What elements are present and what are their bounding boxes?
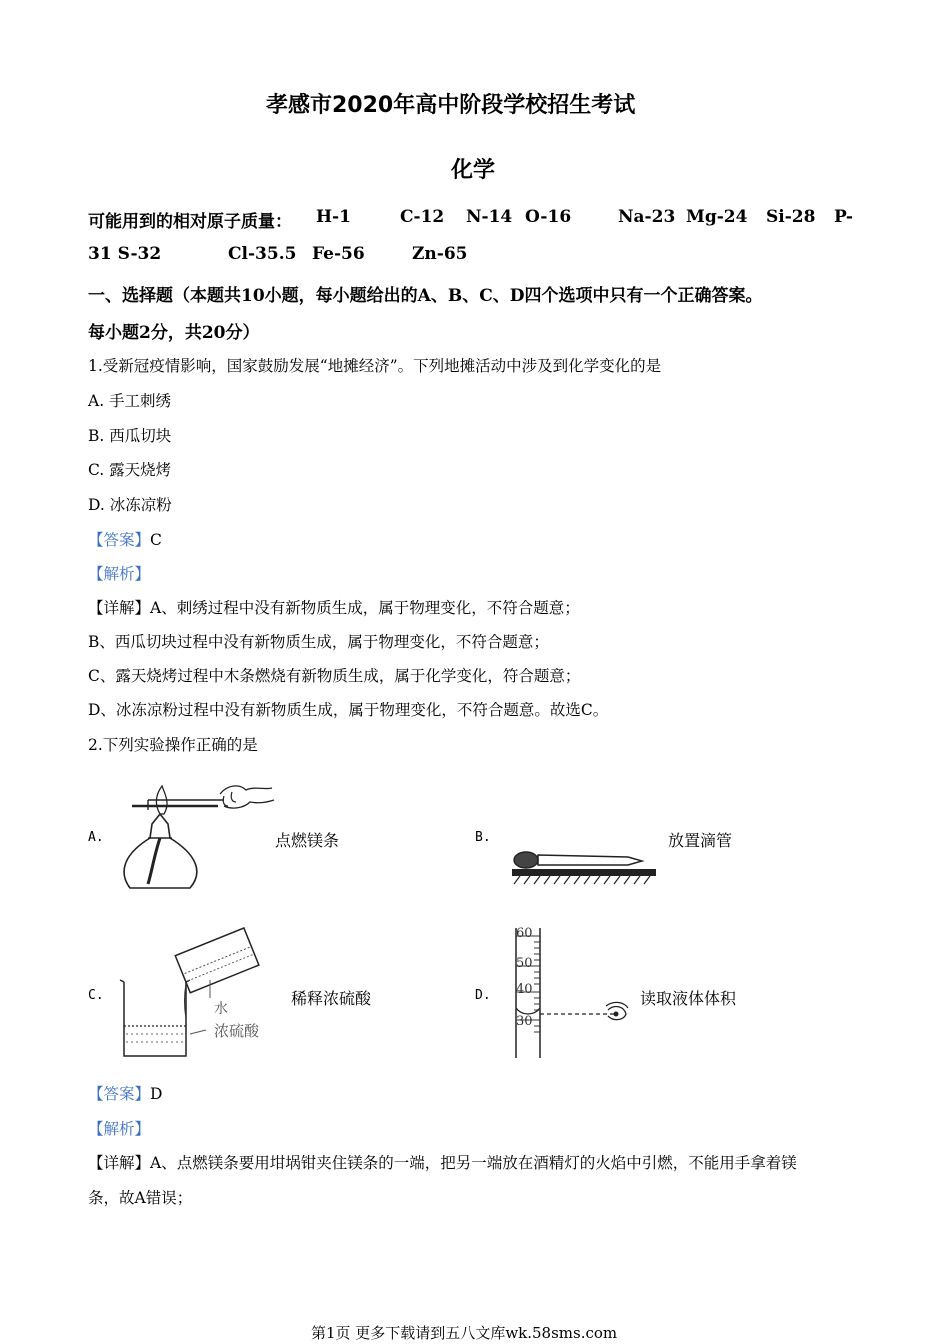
q1-detail-4: D、冰冻凉粉过程中没有新物质生成，属于物理变化，不符合题意。故选C。 bbox=[88, 701, 609, 719]
cylinder-tick-50: 50 bbox=[516, 956, 533, 971]
q2-detail-2: 条，故A错误； bbox=[88, 1189, 193, 1207]
mass-cl: Cl-35.5 bbox=[228, 244, 297, 264]
q2-option-b-caption: 放置滴管 bbox=[668, 831, 733, 850]
cylinder-tick-60: 60 bbox=[516, 926, 533, 941]
atomic-mass-label: 可能用到的相对原子质量： bbox=[88, 212, 292, 232]
q2-option-d-letter: D. bbox=[475, 988, 491, 1003]
q2-option-c-caption: 稀释浓硫酸 bbox=[291, 989, 372, 1008]
q1-option-c: C. 露天烧烤 bbox=[88, 461, 172, 479]
q2-stem: 2.下列实验操作正确的是 bbox=[88, 736, 258, 754]
q2-analysis-tag: 【解析】 bbox=[88, 1120, 151, 1138]
q2-answer-line bbox=[88, 1082, 162, 1104]
q1-detail-1: 【详解】A、刺绣过程中没有新物质生成，属于物理变化，不符合题意； bbox=[88, 599, 580, 617]
mass-h: H-1 bbox=[316, 207, 351, 227]
section-heading-line2: 每小题2分，共20分） bbox=[88, 323, 260, 343]
q2-option-d-caption: 读取液体体积 bbox=[640, 989, 737, 1008]
cylinder-tick-40: 40 bbox=[516, 982, 533, 997]
mass-n: N-14 bbox=[466, 207, 513, 227]
q1-detail-2: B、西瓜切块过程中没有新物质生成，属于物理变化，不符合题意； bbox=[88, 633, 549, 651]
cylinder-tick-30: 30 bbox=[516, 1014, 533, 1029]
q2-answer: D bbox=[150, 1085, 163, 1103]
section-heading-line1: 一、选择题（本题共10小题，每小题给出的A、B、C、D四个选项中只有一个正确答案。 bbox=[88, 286, 763, 306]
q1-analysis-tag: 【解析】 bbox=[88, 565, 151, 583]
q2-detail-1: 【详解】A、点燃镁条要用坩埚钳夹住镁条的一端，把另一端放在酒精灯的火焰中引燃，不能用手拿着镁 bbox=[88, 1154, 797, 1172]
mass-fe: Fe-56 bbox=[312, 244, 365, 264]
mass-c: C-12 bbox=[400, 207, 445, 227]
mass-mg: Mg-24 bbox=[686, 207, 748, 227]
mass-zn: Zn-65 bbox=[412, 244, 468, 264]
subject-title: 化学 bbox=[451, 158, 496, 183]
magnesium-burning-figure bbox=[112, 776, 277, 896]
q1-answer-tag: 【答案】 bbox=[88, 531, 151, 549]
page-title: 孝感市2020年高中阶段学校招生考试 bbox=[266, 93, 636, 118]
q2-option-c-letter: C. bbox=[88, 988, 104, 1003]
q2-answer-tag: 【答案】 bbox=[88, 1085, 151, 1103]
mass-p-s: 31 S-32 bbox=[88, 244, 162, 264]
mass-o: O-16 bbox=[525, 207, 572, 227]
mass-si: Si-28 bbox=[766, 207, 816, 227]
q1-stem: 1.受新冠疫情影响，国家鼓励发展“地摊经济”。下列地摊活动中涉及到化学变化的是 bbox=[88, 357, 662, 375]
q1-detail-3: C、露天烧烤过程中木条燃烧有新物质生成，属于化学变化，符合题意； bbox=[88, 667, 581, 685]
q2-option-b-letter: B. bbox=[475, 830, 491, 845]
q1-option-a: A. 手工刺绣 bbox=[88, 392, 172, 410]
q1-answer: C bbox=[150, 531, 162, 549]
q1-answer-line bbox=[88, 528, 162, 550]
q1-option-b: B. 西瓜切块 bbox=[88, 427, 172, 445]
sulfuric-acid-label: 浓硫酸 bbox=[214, 1022, 260, 1040]
water-label: 水 bbox=[214, 1001, 228, 1017]
q2-option-a-letter: A. bbox=[88, 830, 104, 845]
mass-na: Na-23 bbox=[618, 207, 676, 227]
dropper-on-table-figure bbox=[508, 846, 658, 888]
page-footer: 第1页 更多下载请到五八文库wk.58sms.com bbox=[311, 1324, 618, 1342]
mass-p: P- bbox=[834, 207, 853, 227]
q2-option-a-caption: 点燃镁条 bbox=[275, 831, 340, 850]
q1-option-d: D. 冰冻凉粉 bbox=[88, 496, 172, 514]
